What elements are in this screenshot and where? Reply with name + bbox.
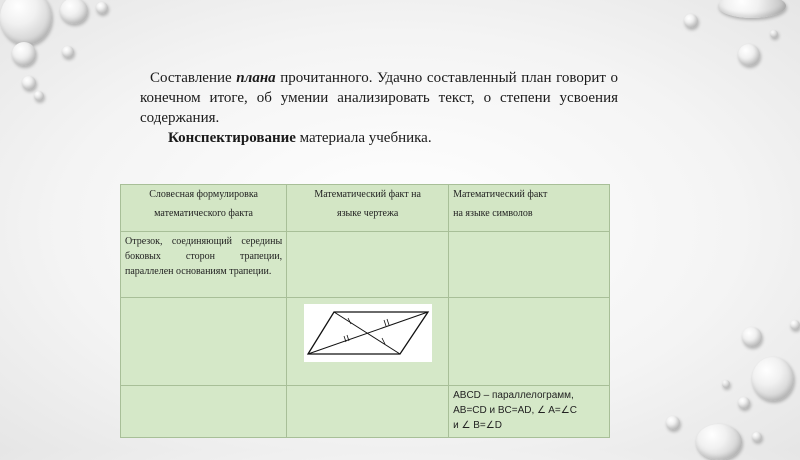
water-drop-decoration	[22, 76, 36, 90]
water-drop-decoration	[12, 42, 36, 66]
table-cell-empty	[287, 386, 449, 438]
water-drop-decoration	[96, 2, 108, 14]
table-row	[121, 298, 610, 386]
symbols-line3: и ∠ B=∠D	[453, 420, 502, 431]
header-symbols-cell	[449, 185, 610, 232]
plan-text-start: Составление	[150, 70, 237, 86]
water-drop-decoration	[770, 30, 778, 38]
water-drop-decoration	[60, 0, 88, 24]
water-drop-decoration	[722, 380, 730, 388]
symbols-line2: AB=CD и BC=AD, ∠ A=∠C	[453, 405, 577, 416]
parallelogram-with-diagonals-icon	[304, 304, 432, 362]
water-drop-decoration	[34, 91, 44, 101]
math-facts-table	[120, 184, 610, 438]
water-drop-decoration	[752, 432, 762, 442]
water-drop-decoration	[738, 397, 750, 409]
notes-text-rest: материала учебника.	[295, 130, 432, 146]
table-header-row	[121, 185, 610, 232]
water-drop-decoration	[742, 327, 762, 347]
trapezoid-midline-cell: Отрезок, соединяющий середины боковых сторон трапеции, параллелен основаниям трапеции.	[121, 232, 287, 298]
water-drop-decoration	[718, 0, 786, 18]
header-drawing-line2: языке чертежа	[336, 208, 399, 219]
water-drop-decoration	[752, 357, 794, 401]
plan-emphasis: плана	[236, 70, 276, 86]
figure-cell	[287, 298, 449, 386]
water-drop-decoration	[684, 14, 698, 28]
header-drawing-line1: Математический факт на	[314, 189, 421, 200]
table-row	[121, 386, 610, 438]
table-cell-empty	[449, 232, 610, 298]
water-drop-decoration	[790, 320, 800, 330]
header-verbal-cell	[121, 185, 287, 232]
water-drop-decoration	[738, 44, 760, 66]
plan-paragraph	[140, 68, 618, 128]
parallelogram-symbols-cell	[449, 386, 610, 438]
symbols-line1: ABCD – параллелограмм,	[453, 390, 574, 401]
water-drop-decoration	[0, 0, 52, 45]
notes-bold-term: Конспектирование	[168, 130, 296, 146]
notes-paragraph	[140, 128, 618, 148]
header-verbal-line2: математического факта	[154, 208, 253, 219]
header-verbal-line1: Словесная формулировка	[149, 189, 258, 200]
table-cell-empty	[287, 232, 449, 298]
table-cell-empty	[449, 298, 610, 386]
water-drop-decoration	[696, 424, 742, 460]
header-drawing-cell	[287, 185, 449, 232]
water-drop-decoration	[666, 416, 680, 430]
table-cell-empty	[121, 386, 287, 438]
slide-text-block	[140, 68, 618, 148]
water-drop-decoration	[62, 46, 74, 58]
table-cell-empty	[121, 298, 287, 386]
table-row	[121, 232, 610, 298]
header-symbols-line1: Математический факт	[453, 189, 548, 200]
plan-text-rest: прочитанного. Удачно составленный план говорит о конечном итоге, об умении анализировать текст, о степени усвоения содержания.	[140, 70, 618, 126]
header-symbols-line2: на языке символов	[453, 208, 533, 219]
